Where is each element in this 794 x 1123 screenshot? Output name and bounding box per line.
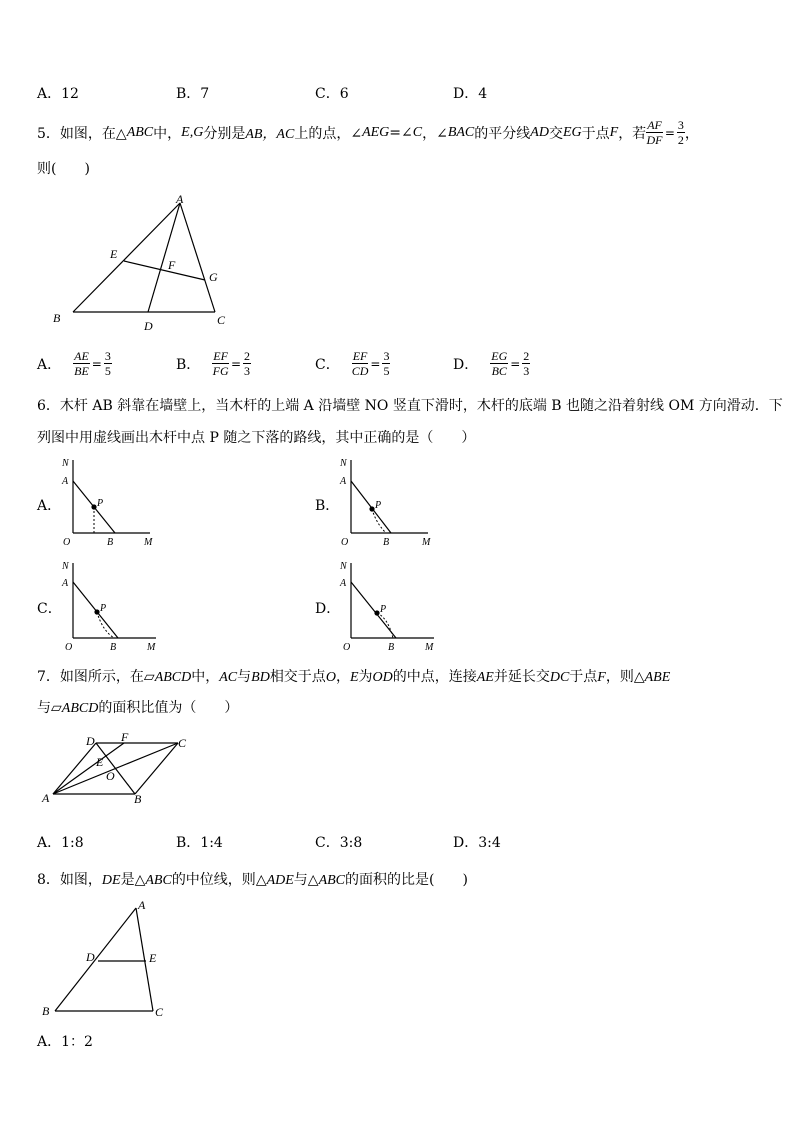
fraction-numerator: 3 bbox=[383, 349, 390, 363]
q5-text: ，∠ bbox=[422, 125, 448, 142]
q5-text: 于点 bbox=[581, 125, 610, 142]
figure-label-n: N bbox=[340, 458, 347, 469]
figure-label-f: F bbox=[168, 258, 176, 272]
figure-label-p: P bbox=[380, 604, 387, 615]
fraction-numerator: AE bbox=[74, 349, 89, 363]
q7-text: 相交于点 bbox=[269, 669, 326, 685]
q5-text: C bbox=[412, 124, 423, 140]
q7-option-a[interactable]: A．1:8 bbox=[37, 835, 84, 851]
figure-label-c: C bbox=[178, 736, 187, 750]
fraction-denominator: BE bbox=[74, 364, 89, 378]
q7-option-c[interactable]: C．3:8 bbox=[315, 835, 363, 851]
figure-label-a: A bbox=[176, 192, 184, 206]
q8-text: △ADE bbox=[255, 873, 294, 888]
q7-text: ，则 bbox=[605, 669, 634, 685]
figure-label-o: O bbox=[106, 769, 115, 783]
q5-question-line2: 则( ) bbox=[37, 161, 90, 177]
figure-label-m: M bbox=[425, 642, 434, 653]
q7-question-line1 bbox=[37, 666, 670, 686]
q6-question-line1: 6．木杆 AB 斜靠在墙壁上，当木杆的上端 A 沿墙壁 NO 竖直下滑时，木杆的底端 B 也随之沿着射线 OM 方向滑动．下 bbox=[37, 398, 783, 414]
q7-text: ， bbox=[335, 669, 350, 685]
q5-option-d[interactable]: D． $\frac{EG}{BC}$ = $\frac{2}{3}$ bbox=[453, 349, 530, 378]
q4-option-b[interactable]: B．7 bbox=[176, 86, 210, 102]
figure-label-p: P bbox=[375, 500, 382, 511]
fraction-denominator: DF bbox=[646, 133, 663, 147]
figure-label-d: D bbox=[86, 734, 95, 748]
q7-text: AE bbox=[476, 670, 494, 685]
fraction-denominator: 3 bbox=[523, 364, 530, 378]
q7-figure bbox=[38, 728, 198, 808]
fraction-denominator: 2 bbox=[677, 133, 684, 147]
q4-option-a[interactable]: A．12 bbox=[37, 86, 79, 102]
q7-text: 与 bbox=[37, 700, 51, 716]
q7-text: 中， bbox=[191, 669, 220, 685]
q7-text: 的面积比值为（ ） bbox=[98, 700, 239, 716]
figure-label-b: B bbox=[388, 642, 395, 653]
q5-text: 分别是 bbox=[203, 125, 246, 142]
q4-option-c[interactable]: C．6 bbox=[315, 86, 349, 102]
figure-label-n: N bbox=[62, 458, 69, 469]
q5-option-c[interactable]: C． $\frac{EF}{CD}$ = $\frac{3}{5}$ bbox=[315, 349, 390, 378]
figure-label-m: M bbox=[422, 537, 431, 548]
option-letter: B． bbox=[176, 356, 201, 373]
figure-label-o: O bbox=[341, 537, 349, 548]
q8-text: DE bbox=[101, 873, 121, 888]
q5-text: ，若 bbox=[618, 125, 647, 142]
fraction-numerator: 2 bbox=[523, 349, 530, 363]
q5-text: 中， bbox=[153, 125, 182, 142]
q5-text: 交 bbox=[548, 125, 563, 142]
q6-figure-a bbox=[58, 455, 158, 550]
figure-label-a: A bbox=[62, 578, 69, 589]
fraction-numerator: 2 bbox=[244, 349, 251, 363]
figure-label-b: B bbox=[107, 537, 114, 548]
figure-label-e: E bbox=[110, 247, 118, 261]
figure-label-b: B bbox=[42, 1004, 50, 1018]
q5-text: 上的点，∠ bbox=[294, 125, 363, 142]
figure-label-g: G bbox=[209, 270, 218, 284]
q6-question-line2: 列图中用虚线画出木杆中点 P 随之下落的路线，其中正确的是（ ） bbox=[37, 430, 476, 446]
q5-text: ， bbox=[684, 125, 699, 142]
q5-option-b[interactable]: B． $\frac{EF}{FG}$ = $\frac{2}{3}$ bbox=[176, 349, 251, 378]
fraction-denominator: CD bbox=[351, 364, 369, 378]
q7-text: 与 bbox=[237, 669, 252, 685]
q8-question-line1 bbox=[37, 869, 468, 889]
fraction-numerator: EF bbox=[213, 349, 228, 363]
q8-text: 的中位线，则 bbox=[171, 872, 256, 888]
q7-text: DC bbox=[549, 670, 570, 685]
fraction-denominator: 3 bbox=[244, 364, 251, 378]
figure-label-a: A bbox=[42, 791, 50, 805]
figure-label-m: M bbox=[144, 537, 153, 548]
q8-text: △ABC bbox=[307, 873, 346, 888]
q8-figure bbox=[38, 895, 178, 1025]
q5-condition-fraction bbox=[646, 118, 663, 147]
figure-label-n: N bbox=[340, 561, 347, 572]
figure-label-a: A bbox=[62, 476, 69, 487]
q8-text: 如图， bbox=[59, 872, 102, 888]
q6-figure-c bbox=[58, 558, 168, 653]
figure-label-p: P bbox=[97, 498, 104, 509]
q7-text: ▱ABCD bbox=[51, 701, 99, 716]
option-letter: C． bbox=[315, 356, 340, 373]
q7-text: BD bbox=[251, 670, 270, 685]
q5-text: F bbox=[609, 124, 619, 140]
fraction-numerator: 3 bbox=[677, 118, 684, 132]
q5-number: 5． bbox=[37, 125, 60, 142]
figure-label-b: B bbox=[53, 311, 61, 325]
q7-text: 为 bbox=[358, 669, 373, 685]
q7-text: 的中点，连接 bbox=[392, 669, 477, 685]
q7-number: 7． bbox=[37, 669, 60, 685]
q6-figure-b bbox=[336, 455, 436, 550]
figure-label-p: P bbox=[100, 603, 107, 614]
q5-text: BAC bbox=[447, 124, 475, 140]
option-letter: D． bbox=[453, 356, 479, 373]
q5-text: E,G bbox=[181, 124, 204, 140]
q6-option-a[interactable]: A． bbox=[37, 498, 62, 514]
q7-text: OD bbox=[372, 670, 393, 685]
fraction-numerator: EF bbox=[352, 349, 368, 363]
q5-text: AB，AC bbox=[245, 126, 295, 142]
q7-option-b[interactable]: B．1:4 bbox=[176, 835, 223, 851]
fraction-numerator: AF bbox=[647, 118, 662, 132]
figure-label-c: C bbox=[217, 313, 226, 327]
q5-figure bbox=[45, 190, 245, 335]
q6-option-d[interactable]: D． bbox=[315, 601, 341, 617]
figure-label-e: E bbox=[149, 951, 157, 965]
q4-option-d[interactable]: D．4 bbox=[453, 86, 488, 102]
q8-option-a[interactable]: A．1：2 bbox=[37, 1034, 93, 1050]
q7-text: 于点 bbox=[569, 669, 598, 685]
fraction-numerator: EG bbox=[491, 349, 508, 363]
q7-text: 如图所示，在 bbox=[59, 669, 144, 685]
figure-label-b: B bbox=[383, 537, 390, 548]
q8-number: 8． bbox=[37, 872, 60, 888]
option-letter: A． bbox=[37, 356, 62, 373]
q5-text: AEG bbox=[362, 124, 390, 140]
figure-label-c: C bbox=[155, 1005, 164, 1019]
q5-text: AD bbox=[530, 124, 549, 140]
fraction-denominator: 5 bbox=[383, 364, 390, 378]
q7-text: E bbox=[349, 670, 359, 685]
figure-label-a: A bbox=[340, 578, 347, 589]
fraction-denominator: FG bbox=[212, 364, 229, 378]
q8-text: △ABC bbox=[134, 873, 172, 888]
q8-text: 的面积的比是( ) bbox=[345, 872, 468, 888]
q7-question-line2 bbox=[37, 697, 238, 717]
q5-text: 如图，在△ bbox=[59, 125, 127, 142]
q7-text: ▱ABCD bbox=[143, 670, 192, 685]
figure-label-o: O bbox=[65, 642, 73, 653]
q7-text: AC bbox=[219, 670, 238, 685]
figure-label-b: B bbox=[110, 642, 117, 653]
figure-label-a: A bbox=[138, 898, 146, 912]
q5-question-line1: 5． 如图，在△ ABC 中， E,G 分别是 AB，AC 上的点，∠ AEG =∠ C ，∠ BAC 的平分线 AD 交 EG 于点 F ，若 $\frac{AF}{DF}$ = $\frac{3}{2}$ ， bbox=[37, 118, 699, 147]
figure-label-o: O bbox=[63, 537, 71, 548]
q6-option-b[interactable]: B． bbox=[315, 498, 340, 514]
fraction-numerator: 3 bbox=[104, 349, 111, 363]
q5-text: =∠ bbox=[389, 124, 413, 141]
q5-option-a[interactable]: A． $\frac{AE}{BE}$ = $\frac{3}{5}$ bbox=[37, 349, 111, 378]
q8-text: 是 bbox=[120, 872, 135, 888]
figure-label-a: A bbox=[340, 476, 347, 487]
figure-label-d: D bbox=[144, 319, 153, 333]
q5-text: EG bbox=[562, 124, 582, 140]
q7-text: △ABE bbox=[633, 670, 671, 685]
figure-label-o: O bbox=[343, 642, 351, 653]
fraction-denominator: BC bbox=[491, 364, 507, 378]
figure-label-n: N bbox=[62, 561, 69, 572]
figure-label-f: F bbox=[121, 730, 129, 744]
figure-label-e: E bbox=[96, 755, 104, 769]
figure-label-b: B bbox=[134, 792, 142, 806]
q7-text: 并延长交 bbox=[493, 669, 550, 685]
q6-figure-d bbox=[336, 558, 446, 653]
q5-text: ABC bbox=[126, 124, 154, 140]
q7-option-d[interactable]: D．3:4 bbox=[453, 835, 501, 851]
figure-label-d: D bbox=[86, 950, 95, 964]
q5-condition-ratio bbox=[677, 118, 685, 147]
q7-text: O bbox=[325, 670, 336, 685]
fraction-denominator: 5 bbox=[104, 364, 111, 378]
q7-text: F bbox=[597, 670, 606, 685]
q8-text: 与 bbox=[293, 872, 308, 888]
q5-text: 的平分线 bbox=[474, 125, 531, 142]
q6-option-c[interactable]: C． bbox=[37, 601, 62, 617]
figure-label-m: M bbox=[147, 642, 156, 653]
